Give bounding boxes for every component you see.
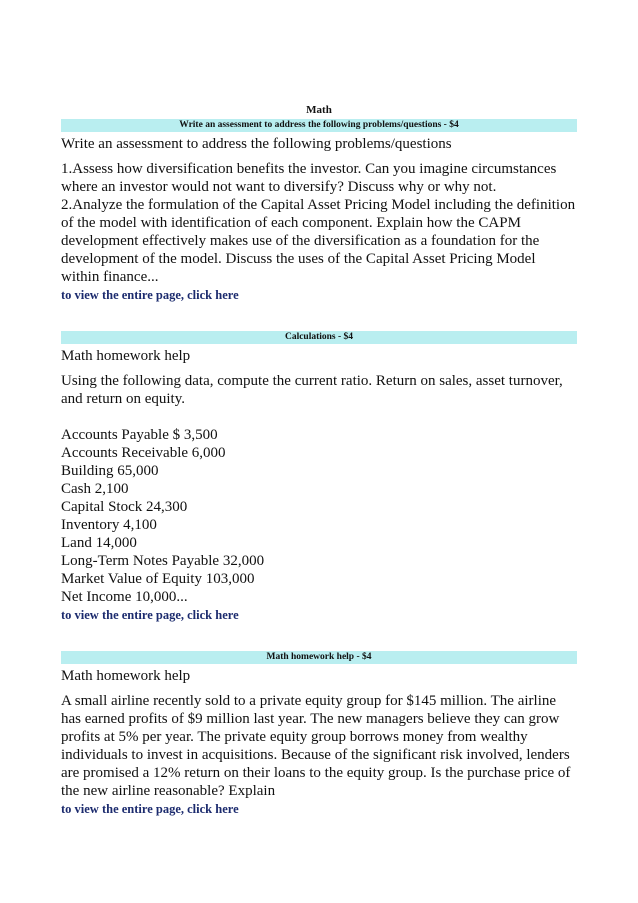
section-airline <box>61 651 577 818</box>
section-body <box>61 160 577 286</box>
section-bar: Math homework help - $4 <box>61 651 577 664</box>
body-line: Land 14,000 <box>61 535 137 551</box>
view-page-link[interactable]: to view the entire page, click here <box>61 288 239 302</box>
body-line: Accounts Receivable 6,000 <box>61 445 226 461</box>
document-page <box>61 101 577 818</box>
body-line: development effectively makes use of the diversification as a foundation for the <box>61 233 540 249</box>
body-line: Long-Term Notes Payable 32,000 <box>61 553 265 569</box>
section-bar: Calculations - $4 <box>61 331 577 344</box>
body-line: individuals to invest in acquisitions. Because of the significant risk involved, lenders <box>61 747 570 763</box>
section-assessment <box>61 119 577 304</box>
body-line: Using the following data, compute the current ratio. Return on sales, asset turnover, <box>61 373 563 389</box>
body-line: of the model with identification of each component. Explain how the CAPM <box>61 215 521 231</box>
section-body <box>61 372 577 606</box>
body-line: Accounts Payable $ 3,500 <box>61 427 218 443</box>
section-spacer <box>61 304 577 331</box>
body-line: A small airline recently sold to a private equity group for $145 million. The airline <box>61 693 557 709</box>
body-line: 1.Assess how diversification benefits the investor. Can you imagine circumstances <box>61 161 557 177</box>
body-line: Building 65,000 <box>61 463 159 479</box>
body-line: within finance... <box>61 269 159 285</box>
body-line: the new airline reasonable? Explain <box>61 783 276 799</box>
section-heading: Math homework help <box>61 348 191 364</box>
section-heading: Write an assessment to address the following problems/questions <box>61 136 452 152</box>
body-line: Market Value of Equity 103,000 <box>61 571 255 587</box>
body-line: development of the model. Discuss the uses of the Capital Asset Pricing Model <box>61 251 536 267</box>
document-title: Math <box>306 104 332 116</box>
body-line: Net Income 10,000... <box>61 589 188 605</box>
section-body <box>61 692 577 800</box>
view-page-link[interactable]: to view the entire page, click here <box>61 802 239 816</box>
section-heading: Math homework help <box>61 668 191 684</box>
body-line: and return on equity. <box>61 391 185 407</box>
body-line: where an investor would not want to diversify? Discuss why or why not. <box>61 179 497 195</box>
body-gap <box>61 408 577 426</box>
body-line: Capital Stock 24,300 <box>61 499 188 515</box>
body-line: Cash 2,100 <box>61 481 129 497</box>
body-line: are promised a 12% return on their loans to the equity group. Is the purchase price of <box>61 765 571 781</box>
section-bar: Write an assessment to address the following problems/questions - $4 <box>61 119 577 132</box>
body-line: profits at 5% per year. The private equity group borrows money from wealthy <box>61 729 528 745</box>
section-calculations <box>61 331 577 624</box>
body-line: 2.Analyze the formulation of the Capital Asset Pricing Model including the definition <box>61 197 576 213</box>
body-line: has earned profits of $9 million last year. The new managers believe they can grow <box>61 711 560 727</box>
view-page-link[interactable]: to view the entire page, click here <box>61 608 239 622</box>
section-spacer <box>61 624 577 651</box>
body-line: Inventory 4,100 <box>61 517 157 533</box>
